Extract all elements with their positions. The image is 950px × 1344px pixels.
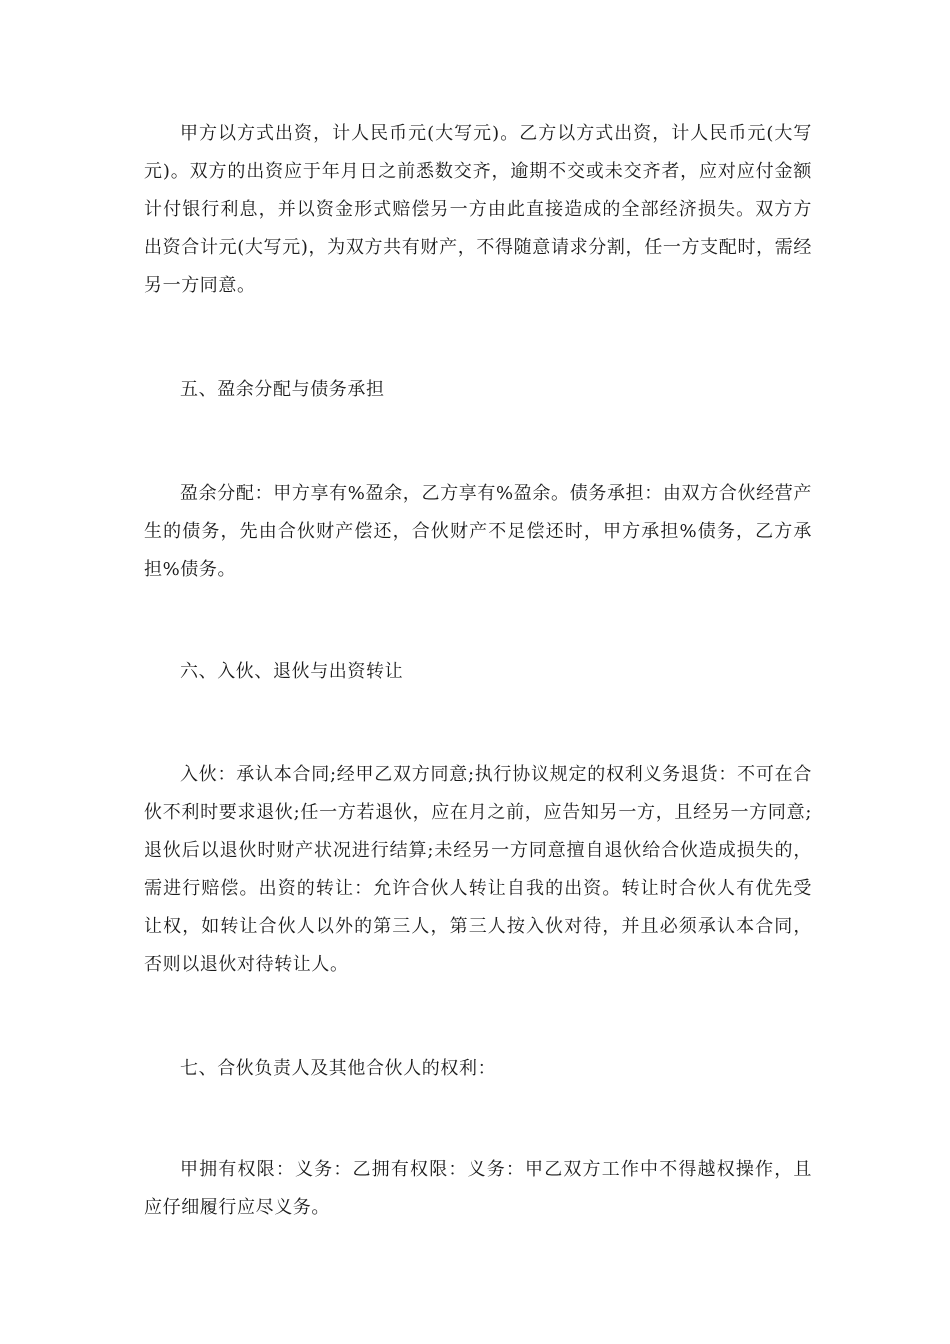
profit-distribution-paragraph: 盈余分配：甲方享有%盈余，乙方享有%盈余。债务承担：由双方合伙经营产生的债务，先由合伙财产偿还，合伙财产不足偿还时，甲方承担%债务，乙方承担%债务。 (144, 483, 812, 580)
section-five-heading: 五、盈余分配与债务承担 (180, 379, 385, 400)
partner-rights-paragraph: 甲拥有权限：义务：乙拥有权限：义务：甲乙双方工作中不得越权操作，且应仔细履行应尽义务。 (144, 1159, 812, 1218)
join-withdraw-paragraph: 入伙：承认本合同;经甲乙双方同意;执行协议规定的权利义务退货：不可在合伙不利时要求退伙;任一方若退伙，应在月之前，应告知另一方，且经另一方同意;退伙后以退伙时财产状况进行结算;未经另一方同意擅自退伙给合伙造成损失的，需进行赔偿。出资的转让：允许合伙人转让自我的出资。转让时合伙人有优先受让权，如转让合伙人以外的第三人，第三人按入伙对待，并且必须承认本合同，否则以退伙对待转让人。 (144, 764, 812, 975)
capital-contribution-paragraph: 甲方以方式出资，计人民币元(大写元)。乙方以方式出资，计人民币元(大写元)。双方的出资应于年月日之前悉数交齐，逾期不交或未交齐者，应对应付金额计付银行利息，并以资金形式赔偿另一方由此直接造成的全部经济损失。双方方出资合计元(大写元)，为双方共有财产，不得随意请求分割，任一方支配时，需经另一方同意。 (144, 123, 812, 296)
section-six-heading: 六、入伙、退伙与出资转让 (180, 661, 404, 682)
section-seven-heading: 七、合伙负责人及其他合伙人的权利： (180, 1058, 497, 1079)
